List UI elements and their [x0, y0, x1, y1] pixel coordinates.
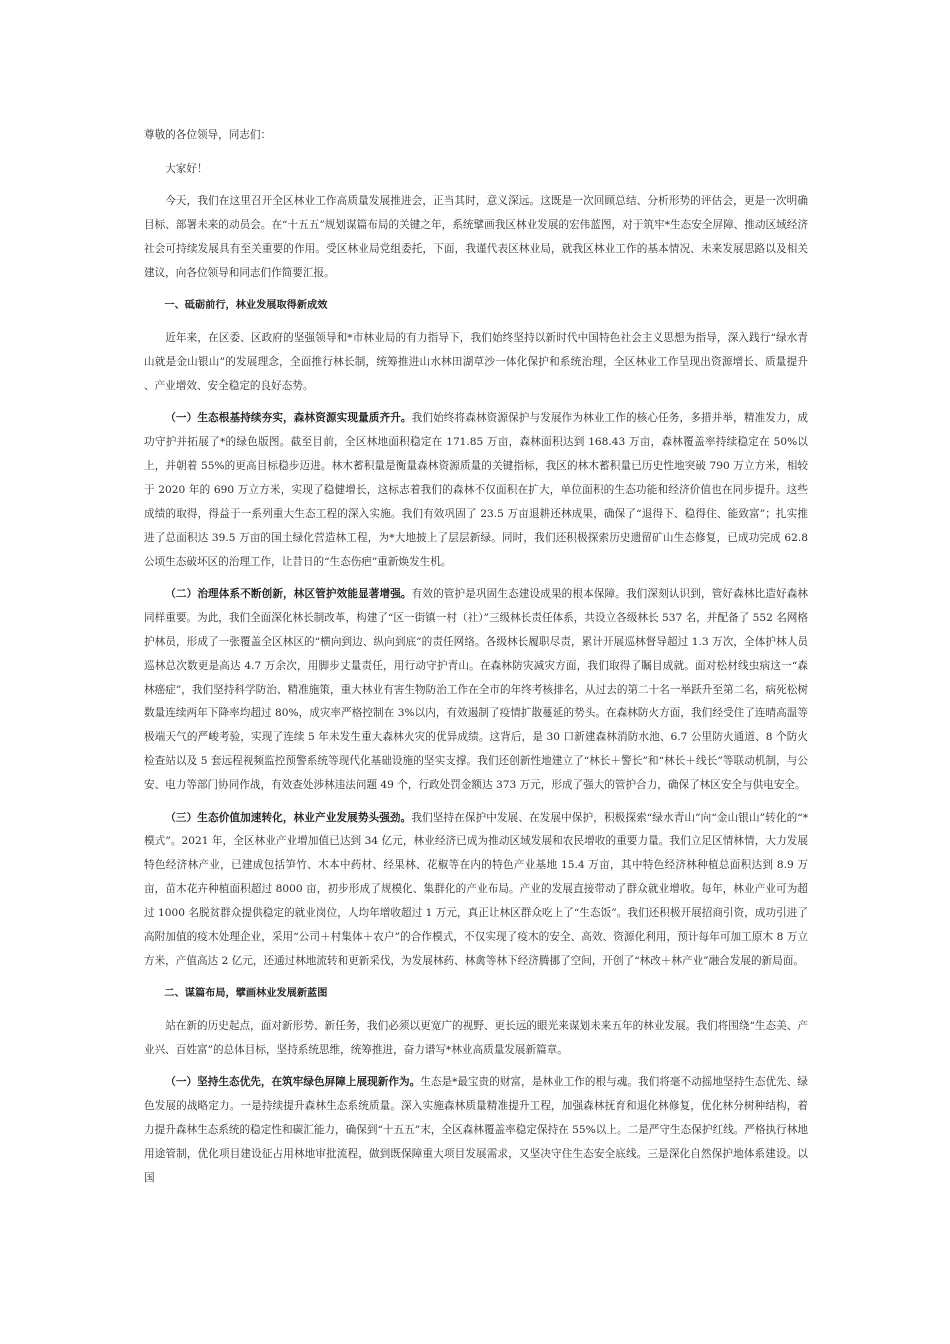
section-1-item-3 — [144, 807, 808, 974]
item-1-body: 我们始终将森林资源保护与发展作为林业工作的核心任务，多措并举，精准发力，成功守护并拓展了*的绿色版图。截至目前，全区林地面积稳定在 171.85 万亩，森林面积达到 168.43 万亩，森林覆盖率持续稳定在 50%以上，并朝着 55%的更高目标稳步迈进。林木蓄积量是衡量森林资源质量的关键指标，我区的林木蓄积量已历史性地突破 790 万立方米，相较于 2020 年的 690 万立方米，实现了稳健增长，这标志着我们的森林不仅面积在扩大，单位面积的生态功能和经济价值也在同步提升。这些成绩的取得，得益于一系列重大生态工程的深入实施。我们有效巩固了 23.5 万亩退耕还林成果，确保了“退得下、稳得住、能致富”；扎实推进了总面积达 39.5 万亩的国土绿化营造林工程，为*大地披上了层层新绿。同时，我们还积极探索历史遗留矿山生态修复，已成功完成 62.8 公顷生态破坏区的治理工作，让昔日的“生态伤疤”重新焕发生机。 — [144, 412, 809, 568]
greeting: 大家好！ — [165, 162, 208, 175]
section-1-item-2 — [144, 583, 808, 798]
salutation: 尊敬的各位领导，同志们： — [144, 129, 272, 141]
section-1-intro: 近年来，在区委、区政府的坚强领导和*市林业局的有力指导下，我们始终坚持以新时代中国特色社会主义思想为指导，深入践行“绿水青山就是金山银山”的发展理念，全面推行林长制，统筹推进山水林田湖草沙一体化保护和系统治理，全区林业工作呈现出资源增长、质量提升 、产业增效、安全稳定的良好态势。 — [144, 331, 808, 392]
item-2-lead: （二）治理体系不断创新，林区管护效能显著增强。 — [165, 587, 412, 600]
section-2-intro: 站在新的历史起点，面对新形势、新任务，我们必须以更宽广的视野、更长远的眼光来谋划未来五年的林业发展。我们将围绕“生态美、产业兴、百姓富”的总体目标，坚持系统思维，统筹推进，奋力谱写*林业高质量发展新篇章。 — [144, 1019, 808, 1056]
item-3-body: 我们坚持在保护中发展、在发展中保护，积极探索“绿水青山”向“金山银山”转化的“*模式”。2021 年，全区林业产业增加值已达到 34 亿元，林业经济已成为推动区域发展和农民增收的重要力量。我们立足区情林情，大力发展特色经济林产业，已建成包括笋竹、木本中药材、经果林、花椒等在内的特色产业基地 15.4 万亩，其中特色经济林种植总面积达到 8.9 万亩，苗木花卉种植面积超过 8000 亩，初步形成了规模化、集群化的产业布局。产业的发展直接带动了群众就业增收。每年，林业产业可为超过 1000 名脱贫群众提供稳定的就业岗位，人均年增收超过 1 万元，真正让林区群众吃上了“生态饭”。我们还积极开展招商引资，成功引进了高附加值的疫木处理企业，采用“公司＋村集体＋农户”的合作模式，不仅实现了疫木的安全、高效、资源化利用，预计每年可加工原木 8 万立方米，产值高达 2 亿元，还通过林地流转和更新采伐，为发展林药、林禽等林下经济腾挪了空间，开创了“林改＋林产业”融合发展的新局面。 — [144, 811, 808, 967]
section-1-heading: 一、砥砺前行，林业发展取得新成效 — [164, 300, 328, 312]
item-1-lead: （一）生态根基持续夯实，森林资源实现量质齐升。 — [165, 412, 412, 425]
section-1-item-1 — [144, 407, 808, 574]
section-2-item-1 — [144, 1071, 808, 1191]
item-3-lead: （三）生态价值加速转化，林业产业发展势头强劲。 — [165, 811, 412, 824]
s2-item-1-lead: （一）坚持生态优先，在筑牢绿色屏障上展现新作为。 — [165, 1076, 421, 1089]
intro-paragraph: 今天，我们在这里召开全区林业工作高质量发展推进会，正当其时，意义深远。这既是一次回顾总结、分析形势的评估会，更是一次明确目标、部署未来的动员会。在“十五五”规划谋篇布局的关键之年，系统擘画我区林业发展的宏伟蓝图，对于筑牢*生态安全屏障、推动区域经济社会可持续发展具有至关重要的作用。受区林业局党组委托，下面，我谨代表区林业局，就我区林业工作的基本情况、未来发展思路以及相关建议，向各位领导和同志们作简要汇报。 — [144, 195, 808, 280]
section-2-heading: 二、谋篇布局，擘画林业发展新蓝图 — [164, 988, 328, 1000]
s2-item-1-body: 生态是*最宝贵的财富，是林业工作的根与魂。我们将毫不动摇地坚持生态优先、绿色发展的战略定力。一是持续提升森林生态系统质量。深入实施森林质量精准提升工程，加强森林抚育和退化林修复，优化林分树种结构，着力提升森林生态系统的稳定性和碳汇能力，确保到“十五五”末，全区森林覆盖率稳定保持在 55%以上。二是严守生态保护红线。严格执行林地用途管制，优化项目建设征占用林地审批流程，做到既保障重大项目发展需求，又坚决守住生态安全底线。三是深化自然保护地体系建设。以国 — [144, 1076, 809, 1184]
document-page — [144, 124, 808, 1199]
item-2-body: 有效的管护是巩固生态建设成果的根本保障。我们深刻认识到，管好森林比造好森林同样重要。为此，我们全面深化林长制改革，构建了“区一街镇一村（社）”三级林长责任体系，共设立各级林长 537 名，并配备了 552 名网格护林员，形成了一张覆盖全区林区的“横向到边、纵向到底”的责任网络。各级林长履职尽责，累计开展巡林督导超过 1.3 万次，全体护林人员巡林总次数更是高达 4.7 万余次，用脚步丈量责任，用行动守护青山。在森林防灾减灾方面，我们取得了瞩目成就。面对松材线虫病这一“森林癌症”，我们坚持科学防治、精准施策，重大林业有害生物防治工作在全市的年终考核排名，从过去的第二十名一举跃升至第二名，病死松树数量连续两年下降率均超过 80%，成灾率严格控制在 3%以内，有效遏制了疫情扩散蔓延的势头。在森林防火方面，我们经受住了连晴高温等极端天气的严峻考验，实现了连续 5 年未发生重大森林火灾的优异成绩。这背后，是 30 口新建森林消防水池、6.7 公里防火通道、8 个防火检查站以及 5 套远程视频监控预警系统等现代化基础设施的坚实支撑。我们还创新性地建立了“林长＋警长”和“林长＋线长”等联动机制，与公安、电力等部门协同作战，有效查处涉林违法问题 49 个，行政处罚金额达 373 万元，形成了强大的管护合力，确保了林区安全与供电安全。 — [144, 587, 809, 792]
